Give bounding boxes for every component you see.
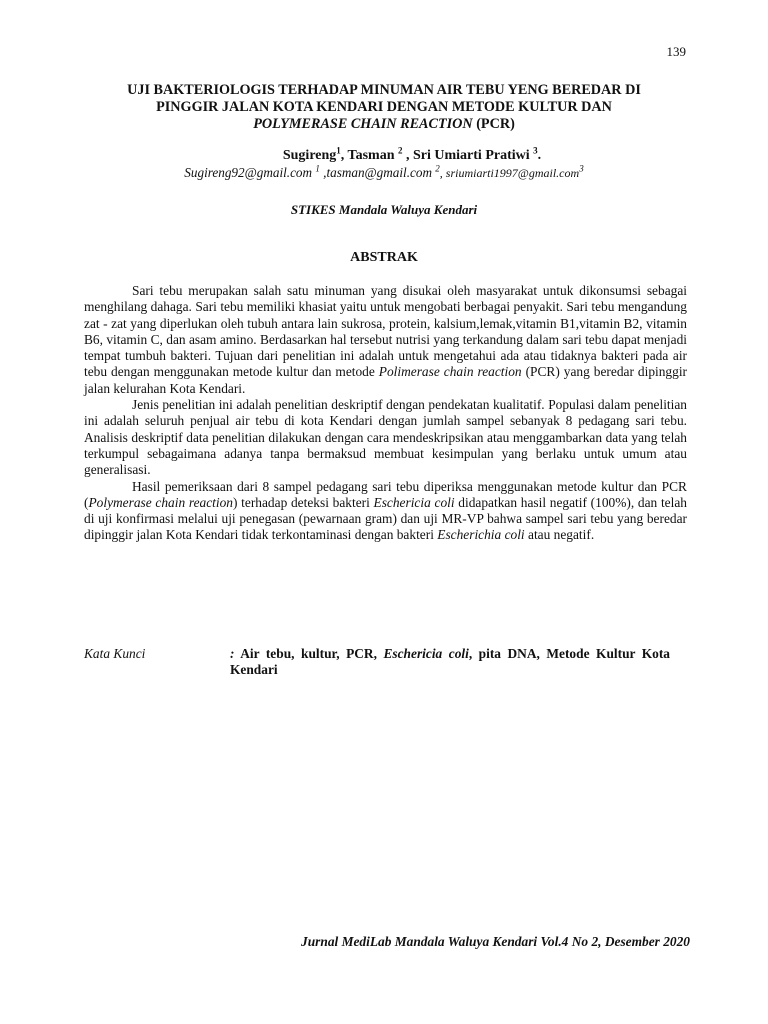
author-2-sup: 2 [398,145,403,156]
author-3-sup: 3 [533,145,538,156]
keywords-text-1: Air tebu, kultur, PCR, [234,646,384,661]
email-1-sup: 1 [315,163,320,174]
paper-title [84,82,684,133]
title-line-2: PINGGIR JALAN KOTA KENDARI DENGAN METODE KULTUR DAN [156,99,612,115]
abstract-body [84,283,687,544]
abstract-p3-text-b: ) terhadap deteksi bakteri [233,494,374,510]
author-emails [0,165,768,181]
author-1-sup: 1 [336,145,341,156]
abstract-p3-italic-3: Escherichia coli [437,527,525,543]
email-3-sup: 3 [579,163,584,174]
keywords-italic: Eschericia coli [383,646,469,661]
author-end: . [537,148,542,163]
email-2: ,tasman@gmail.com [319,165,436,180]
author-list [0,145,768,164]
author-1: Sugireng [282,148,337,163]
abstract-p1-text-a: Sari tebu merupakan salah satu minuman yang disukai oleh masyarakat untuk dikonsumsi sebagai menghilang dahaga. Sari tebu memiliki khasiat yaitu untuk mengobati berbagai penyakit. Sari tebu mengandung zat - zat yang diperlukan oleh tubuh antara lain sukrosa, protein, kalsium,lemak,vitamin B1,vitamin B2, vitamin B6, vitamin C, dan asam amino. Berdasarkan hal tersebut nutrisi yang terkandung dalam sari tebu dapat menjadi tempat tumbuh bakteri. Tujuan dari penelitian ini adalah untuk mengetahui ada atau tidaknya bakteri pada air tebu dengan menggunakan metode kultur dan metode [84,283,687,380]
email-3: , sriumiarti1997@gmail.com [439,166,580,180]
abstract-p3-text-a: Hasil pemeriksaan dari 8 sampel pedagang sari tebu diperiksa menggunakan metode kultur dan PCR ( [84,478,687,510]
abstract-p1-text-b: (PCR) yang beredar dipinggir jalan kelurahan Kota Kendari. [84,364,687,396]
keywords-label: Kata Kunci [84,646,146,661]
page-number: 139 [666,44,686,59]
abstract-p3-italic-2: Eschericia coli [373,494,455,510]
title-line-3-italic: POLYMERASE CHAIN REACTION [253,116,473,132]
keywords-colon: : [230,646,235,661]
affiliation: STIKES Mandala Waluya Kendari [290,202,478,217]
email-1: Sugireng92@gmail.com [184,165,316,180]
author-2: , Tasman [340,148,398,163]
abstract-paragraph-1 [84,283,687,397]
abstract-p3-text-d: atau negatif. [524,527,595,543]
abstract-heading: ABSTRAK [350,250,418,265]
keywords-text-2: , pita DNA, Metode Kultur Kota Kendari [230,646,670,677]
abstract-paragraph-2: Jenis penelitian ini adalah penelitian deskriptif dengan pendekatan kualitatif. Populasi dalam penelitian ini adalah seluruh penjual air tebu di kota Kendari dengan jumlah sampel sebanyak 8 pedagang sari tebu. Analisis deskriptif data penelitian dilakukan dengan cara mendeskripsikan atau menggambarkan data yang telah terkumpul sebagaimana adanya tanpa bermaksud membuat kesimpulan yang berlaku untuk umum atau generalisasi. [84,397,687,478]
abstract-p1-italic: Polimerase chain reaction [378,364,522,380]
email-2-sup: 2 [435,163,440,174]
title-line-1: UJI BAKTERIOLOGIS TERHADAP MINUMAN AIR TEBU YENG BEREDAR DI [127,82,641,98]
keywords-value [230,646,670,678]
author-3: , Sri Umiarti Pratiwi [402,148,534,163]
title-line-3-rest: (PCR) [472,116,515,132]
abstract-p3-italic-1: Polymerase chain reaction [88,494,233,510]
title-line-3 [84,116,684,133]
abstract-paragraph-3 [84,479,687,544]
journal-footer: Jurnal MediLab Mandala Waluya Kendari Vol.4 No 2, Desember 2020 [301,934,690,949]
abstract-p3-text-c: didapatkan hasil negatif (100%), dan telah di uji konfirmasi melalui uji penegasan (pewarnaan gram) dan uji MR-VP bahwa sampel sari tebu yang beredar dipinggir jalan Kota Kendari tidak terkontaminasi dengan bakteri [84,494,687,543]
